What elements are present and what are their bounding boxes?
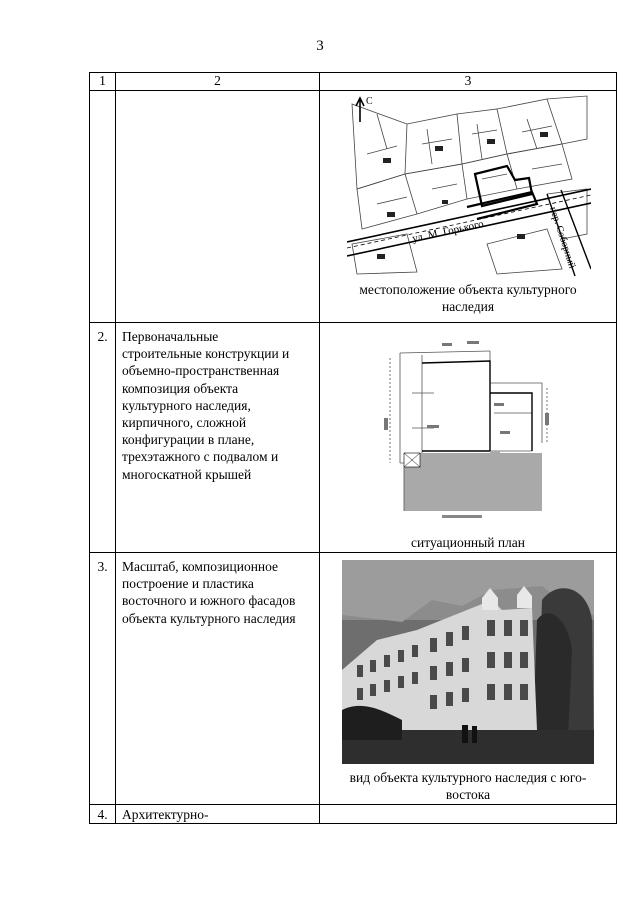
table-row	[90, 553, 617, 805]
table-row	[90, 805, 617, 824]
description-line: Масштаб, композиционное	[122, 559, 279, 574]
table-row	[90, 323, 617, 553]
header-col-3: 3	[320, 73, 617, 91]
map-lane-label: пер. Соборный	[547, 205, 578, 270]
row-number: 2.	[90, 323, 116, 553]
facade-photo-image	[342, 560, 594, 764]
description-line: строительные конструкции и	[122, 346, 290, 362]
map-cell	[320, 91, 617, 323]
description-line: культурного наследия,	[122, 397, 251, 413]
description-line: восточного и южного фасадов	[122, 593, 296, 609]
row-number: 4.	[90, 805, 116, 824]
map-caption-line-2: наследия	[441, 299, 495, 314]
table-row	[90, 91, 617, 323]
header-col-2: 2	[116, 73, 320, 91]
row-number: 3.	[90, 553, 116, 805]
header-col-1: 1	[90, 73, 116, 91]
description-line	[122, 380, 316, 397]
description-line: Первоначальные	[122, 329, 219, 344]
situational-plan-image	[382, 333, 552, 523]
description-line: многоскатной крышей	[122, 466, 252, 482]
description-line: трехэтажного с подвалом и	[122, 449, 279, 465]
map-north-label: С	[366, 96, 373, 107]
description-line: конфигурации в плане,	[122, 432, 255, 448]
location-map-image	[347, 94, 591, 276]
row-figure-cell	[320, 805, 617, 824]
page-number: 3	[316, 38, 324, 54]
description-line: построение и пластика	[122, 576, 254, 592]
photo-caption-line-1: вид объекта культурного наследия с юго-	[349, 770, 587, 785]
document-table	[89, 72, 617, 824]
plan-caption: ситуационный план	[411, 535, 525, 550]
photo-caption-line-2: востока	[445, 787, 491, 802]
row-description	[116, 553, 320, 805]
map-street-label: ул. М. Горького	[411, 218, 485, 245]
row-description	[116, 805, 320, 824]
row-number	[90, 91, 116, 323]
photo-cell	[320, 553, 617, 805]
table-header-row	[90, 73, 617, 91]
description-line: кирпичного, сложной	[122, 415, 247, 431]
row-description	[116, 91, 320, 323]
description-line: объекта культурного наследия	[122, 610, 296, 626]
description-line: объемно-пространственная	[122, 363, 280, 379]
row-description	[116, 323, 320, 553]
plan-cell	[320, 323, 617, 553]
map-caption-line-1: местоположение объекта культурного	[359, 282, 577, 297]
description-line-text: композиция объекта	[122, 380, 239, 396]
description-line: Архитектурно-	[122, 807, 209, 822]
